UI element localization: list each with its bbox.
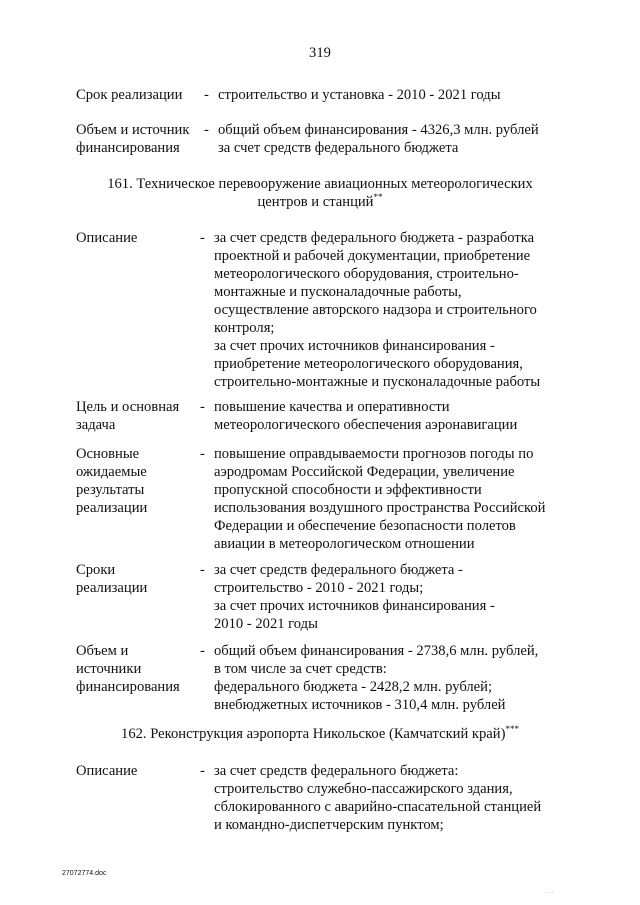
section-heading-161: 161. Техническое перевооружение авиационных метеорологических центров и станций** bbox=[107, 176, 533, 210]
field-label: Объем и источник финансирования bbox=[76, 122, 190, 156]
field-value: строительство и установка - 2010 - 2021 годы bbox=[218, 87, 501, 103]
field-label: Срок реализации bbox=[76, 87, 183, 103]
section-heading-162: 162. Реконструкция аэропорта Никольское (Камчатский край)*** bbox=[121, 724, 519, 742]
field-label: Основные ожидаемые результаты реализации bbox=[76, 446, 148, 516]
field-label: Сроки реализации bbox=[76, 562, 148, 596]
dash: - bbox=[200, 562, 205, 578]
scan-speck: · · · bbox=[544, 890, 554, 896]
field-label: Цель и основная задача bbox=[76, 399, 180, 433]
dash: - bbox=[200, 446, 205, 462]
field-label: Описание bbox=[76, 230, 138, 246]
field-label: Описание bbox=[76, 763, 138, 779]
dash: - bbox=[204, 87, 209, 103]
dash: - bbox=[200, 763, 205, 779]
field-value: повышение качества и оперативности метеорологического обеспечения аэронавигации bbox=[214, 399, 518, 433]
dash: - bbox=[200, 643, 205, 659]
footnote-mark: *** bbox=[505, 724, 519, 734]
field-value: за счет средств федерального бюджета: строительство служебно-пассажирского здания, сблокированного с аварийно-спасательной станцией и командно-диспетчерским пунктом; bbox=[214, 763, 542, 833]
field-value: за счет средств федерального бюджета - разработка проектной и рабочей документации, приобретение метеорологического оборудования, строительно- монтажные и пусконаладочные работы, осуществление авторского надзора и строительного контроля; за счет прочих источников финансирования - приобретение метеорологического оборудования, строительно-монтажные и пусконаладочные работы bbox=[214, 230, 541, 390]
field-value: повышение оправдываемости прогнозов погоды по аэродромам Российской Федерации, увеличение пропускной способности и эффективности использования воздушного пространства Российской Федерации и обеспечение безопасности полетов авиации в метеорологическом отношении bbox=[214, 446, 546, 552]
footer-filename: 27072774.doc bbox=[62, 870, 107, 877]
dash: - bbox=[204, 122, 209, 138]
field-value: общий объем финансирования - 2738,6 млн. рублей, в том числе за счет средств: федерального бюджета - 2428,2 млн. рублей; внебюджетных источников - 310,4 млн. рублей bbox=[214, 643, 539, 713]
field-label: Объем и источники финансирования bbox=[76, 643, 180, 695]
footnote-mark: ** bbox=[373, 192, 383, 202]
dash: - bbox=[200, 399, 205, 415]
field-value: за счет средств федерального бюджета - строительство - 2010 - 2021 годы; за счет прочих источников финансирования - 2010 - 2021 годы bbox=[214, 562, 495, 632]
dash: - bbox=[200, 230, 205, 246]
page-number: 319 bbox=[309, 45, 331, 61]
field-value: общий объем финансирования - 4326,3 млн. рублей за счет средств федерального бюджета bbox=[218, 122, 539, 156]
